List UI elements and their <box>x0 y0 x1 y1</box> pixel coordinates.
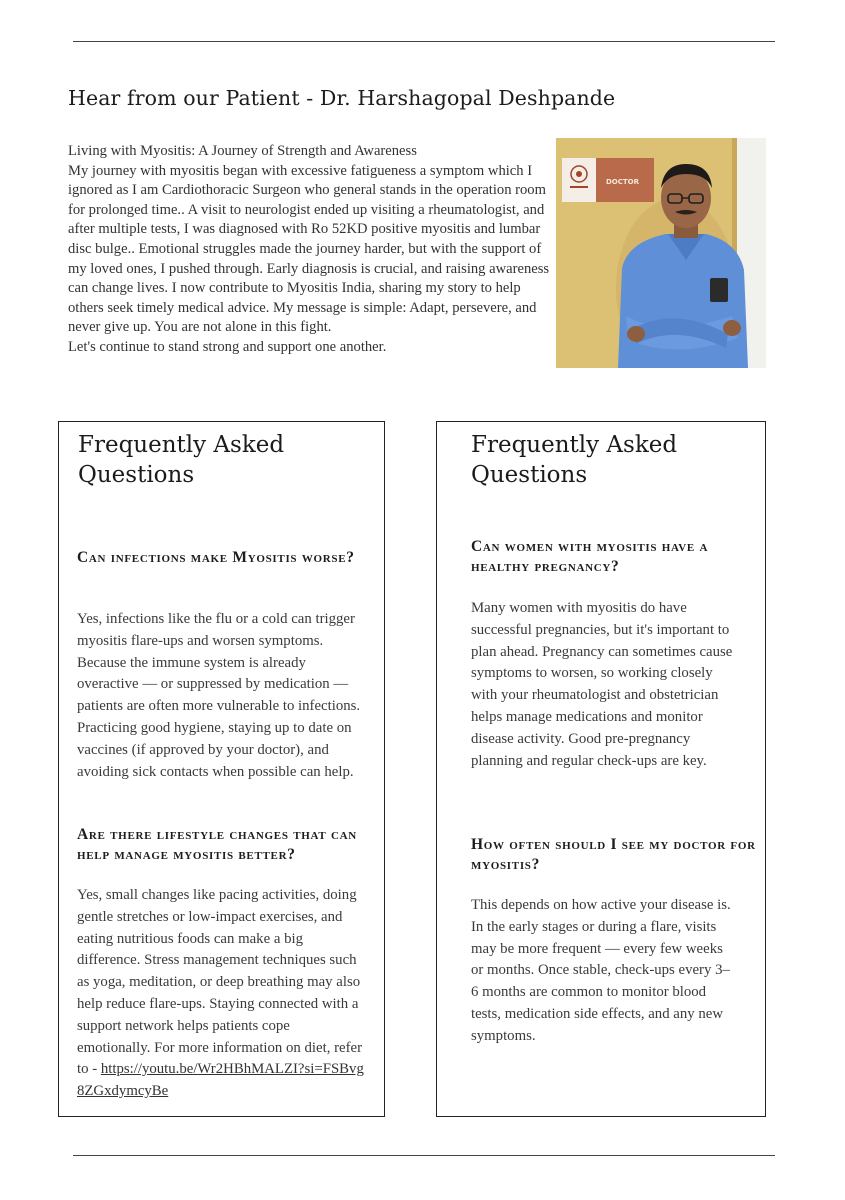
faq-answer <box>77 885 365 1103</box>
faq-question: Are there lifestyle changes that can help manage myositis better? <box>77 826 357 863</box>
faq-question: How often should I see my doctor for myositis? <box>471 836 756 873</box>
story-heading: Living with Myositis: A Journey of Strength and Awareness <box>68 143 417 159</box>
story-closing: Let's continue to stand strong and support one another. <box>68 338 387 355</box>
patient-story <box>68 142 550 358</box>
doctor-sign-text: DOCTOR <box>606 178 640 186</box>
faq-question: Can women with myositis have a healthy pregnancy? <box>471 538 709 575</box>
faq-card-right <box>436 421 766 1117</box>
faq-answer: Yes, infections like the flu or a cold can trigger myositis flare-ups and worsen symptoms. Because the immune system is already overactive — or suppressed by medication — patients are often more vulnerable to infections. Practicing good hygiene, staying up to date on vaccines (if approved by your doctor), and avoiding sick contacts when possible can help. <box>77 611 361 780</box>
page-title: Hear from our Patient - Dr. Harshagopal Deshpande <box>68 86 616 110</box>
diet-video-link[interactable]: https://youtu.be/Wr2HBhMALZI?si=FSBvg8ZGxdymcyBe <box>77 1061 364 1100</box>
faq-card-left <box>58 421 385 1117</box>
patient-photo <box>556 138 766 368</box>
faq-title: Frequently Asked Questions <box>471 432 678 488</box>
faq-answer: This depends on how active your disease is. In the early stages or during a flare, visits may be more frequent — every few weeks or months. Once stable, check-ups every 3–6 months are common to monitor blood tests, medication side effects, and any new symptoms. <box>471 897 731 1044</box>
bottom-divider <box>73 1155 775 1156</box>
faq-answer: Many women with myositis do have successful pregnancies, but it's important to plan ahead. Pregnancy can sometimes cause symptoms to worsen, so working closely with your rheumatologist and obstetrician helps manage medications and monitor disease activity. Good pre-pregnancy planning and regular check-ups are key. <box>471 600 733 769</box>
faq-question: Can infections make Myositis worse? <box>77 549 355 566</box>
top-divider <box>73 41 775 42</box>
story-body: My journey with myositis began with excessive fatigueness a symptom which I ignored as I am Cardiothoracic Surgeon who general stands in the operation room for prolonged time.. A visit to neurologist ended up visiting a rheumatologist, and after multiple tests, I was diagnosed with Ro 52KD positive myositis and lumbar disc bulge.. Emotional struggles made the journey harder, but with the support of my loved ones, I pushed through. Early diagnosis is crucial, and raising awareness can change lives. I now contribute to Myositis India, sharing my story to help others seek timely medical advice. My message is simple: Adapt, persevere, and never give up. You are not alone in this fight. <box>68 162 550 336</box>
faq-answer-text: Yes, small changes like pacing activities, doing gentle stretches or low-impact exercises, and eating nutritious foods can make a big difference. Stress management techniques such as yoga, meditation, or deep breathing may also help reduce flare-ups. Staying connected with a support network helps patients cope emotionally. For more information on diet, refer to - <box>77 887 363 1078</box>
faq-title: Frequently Asked Questions <box>78 432 285 488</box>
